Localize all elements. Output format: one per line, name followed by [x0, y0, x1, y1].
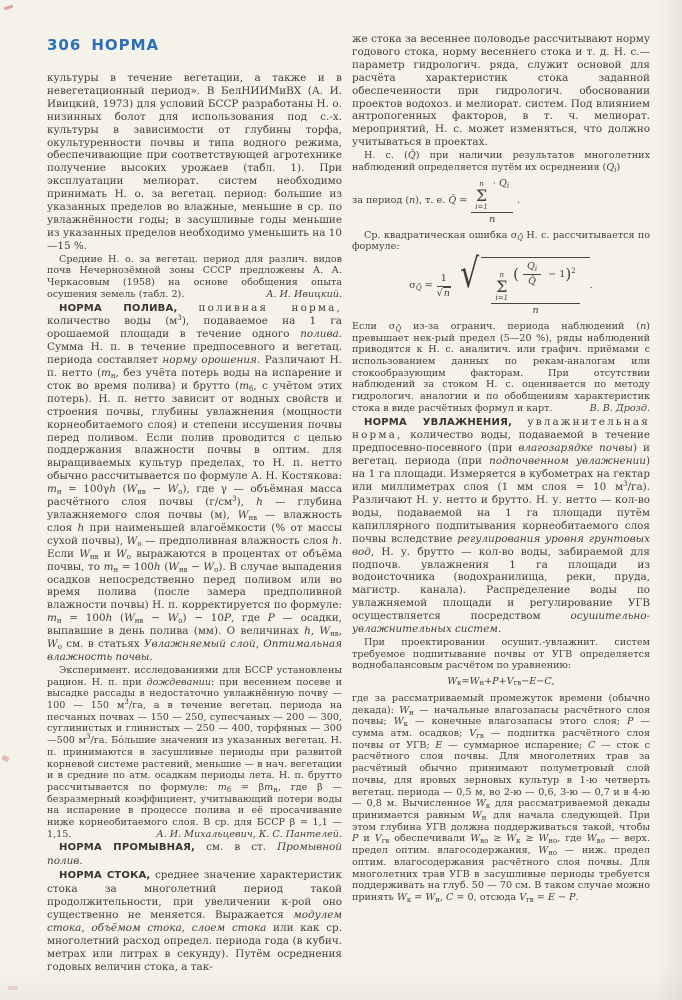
- paragraph-continuation: же стока за весеннее половодье рассчитывают норму годового стока, норму весеннего стока и т. д. Н. с.— параметр гидрологич. ряда, служит основой для расчёта характеристик стока заданной обеспеченности при гидрологич. обосновании проектов водохоз. и мелиорат. систем. Под влиянием антропогенных факторов, в т. ч. мелиорат. мероприятий, Н. с. может изменяться, что должно учитываться в проектах.: [352, 33, 650, 149]
- formula-sigma-error: $\sigma_{Q̄}$ = $\frac{1}{√n}$ √ n Σ i=1 ( $\frac{Q_i}{Q̄}$ − 1)$^2$ n .: [409, 250, 593, 316]
- author-signature: А. И. Михальцевич, К. С. Пантелей.: [156, 828, 342, 840]
- entry-norma-stoka: НОРМА СТОКА, среднее значение характеристик стока за многолетний период такой продолжительности, при увеличении к-рой оно существенно не меняется. Выражается модулем стока, объёмом стока, слоем стока или как ср. многолетний расход определ. периода года (в кубич. метрах или литрах в секунду). Путём осреднения годовых величин стока, а так-: [47, 869, 342, 973]
- scan-mark-left-edge: [1, 755, 9, 762]
- right-column: [352, 33, 650, 985]
- paragraph-proektirovanie: При проектировании осушит.-увлажнит. систем требуемое подпитывание почвы от УГВ определяется воднобалансовым расчётом по уравнению:: [352, 636, 650, 672]
- scan-mark-bottom-left: [8, 986, 18, 990]
- paragraph-norma-stoka-mean: Н. с. (Q̄) при наличии результатов многолетних наблюдений определяется путём их осреднения $(Q_i)$: [352, 150, 650, 174]
- entry-norma-uvlazhneniya: НОРМА УВЛАЖНЕНИЯ, увлажнительная норма, количество воды, подаваемой в течение предпосевно-посевного (при влагозарядке почвы) и вегетац. периода (при подпочвенном увлажнении) на 1 га площади. Измеряется в кубометрах на гектар или миллиметрах слоя (1 мм слоя = 10 $м^3/га$). Различают Н. у. нетто и брутто. Н. у. нетто — кол-во воды, подаваемой на 1 га площади путём капиллярного подпитывания корнеобитаемого слоя почвы вследствие регулирования уровня грунтовых вод, Н. у. брутто — кол-во воды, забираемой для подпочв. увлажнения 1 га площади из водоисточника (водохранилища, реки, пруда, магистр. канала). Распределение воды по увлажняемой площади и регулирование УГВ осуществляется посредством осушительно-увлажнительных систем.: [352, 415, 650, 636]
- entry-norma-promyvnaya: НОРМА ПРОМЫВНАЯ, см. в ст. Промывной полив.: [47, 841, 342, 868]
- paragraph-balance-terms: где за рассматриваемый промежуток времени (обычно декада): $W_н$ — начальные влагозапасы расчётного слоя почвы; $W_к$ — конечные влагозапасы этого слоя; P — сумма атм. осадков; $V_{гв}$ — подпитка расчётного слоя почвы от УГВ; E — суммарное испарение; C — сток с расчётного слоя почвы. Для многолетних трав за расчётный обычно принимают полуметровый слой почвы, для яровых зерновых культур в 1-ю четверть вегетац. периода — 0,5 м, во 2-ю — 0,6, 3-ю — 0,7 и в 4-ю — 0,8 м. Вычисленное $W_к$ для рассматриваемой декады принимается равным $W_н$ для начала следующей. При этом глубина УГВ должна поддерживаться такой, чтобы P и $V_{гв}$ обеспечивали $W_{во} \ge W_к \ge W_{но}$, где $W_{во}$ — верх. предел оптим. влагосодержания, $W_{но}$ — ниж. предел оптим. влагосодержания расчётного слоя почвы. Для многолетних трав УГВ в засушливые периоды требуется поддерживать на глуб. 50 — 70 см. В таком случае можно принять $W_к = W_н$, C = 0, отсюда $V_{гв} = E - P$.: [352, 692, 650, 904]
- paragraph-sigma-intro: Ср. квадратическая ошибка $\sigma_{Q̄}$ Н. с. рассчитывается по формуле:: [352, 229, 650, 253]
- page-number: 306: [47, 36, 82, 54]
- paragraph-sigma-limits: Если $\sigma_{Q̄}$ из-за огранич. периода наблюдений (n) превышает нек-рый предел (5—20 %), ряды наблюдений приводятся к Н. с. аналитич. или графич. приёмами с использованием данных по рекам-аналогам или стокообразующим факторам. При отсутствии наблюдений за стоком Н. с. оценивается по методу гидрологич. аналогии и по обобщениям характеристик стока в виде расчётных формул и карт. В. В. Дрозд.: [352, 320, 650, 414]
- paragraph-experiment: Эксперимент. исследованиями для БССР установлены рацион. Н. п. при дождевании: при весеннем посеве и высадке рассады в недостаточно увлажнённую почву — 100 — 150 $м^3/га$, а в течение вегетац. периода на песчаных почвах — 150 — 250, супесчаных — 200 — 300, суглинистых и глинистых — 250 — 400, торфяных — 300—500 $м^3/га$. Бо́льшие значения из указанных вегетац. Н. п. принимаются в засушливые периоды при развитой корневой системе растений, меньшие — в нач. вегетации и в средние по атм. осадкам периоды лета. Н. п. брутто рассчитывается по формуле: $m_б = \beta m_н$, где β — безразмерный коэффициент, учитывающий потери воды на испарение в процессе полива и её просачивание ниже корнеобитаемого слоя. В ср. для БССР β = 1,1 — 1,15. А. И. Михальцевич, К. С. Пантелей.: [47, 664, 342, 840]
- entry-norma-poliva: НОРМА ПОЛИВА, поливная норма, количество воды $(м^3)$, подаваемое на 1 га орошаемой площади в течение одного полива. Сумма Н. п. в течение предпосевного и вегетац. периода составляет норму орошения. Различают Н. п. нетто ($m_н$, без учёта потерь воды на испарение и сток во время полива) и брутто ($m_б$, с учётом этих потерь). Н. п. нетто зависит от водных свойств и строения почвы, глубины увлажнения (мощности корнеобитаемого слоя) и степени иссушения почвы перед поливом. Если полив проводится с целью поддержания влажности почвы в оптим. для выращиваемых культур пределах, то Н. п. нетто обычно рассчитывается по формуле А. Н. Костякова: $m_н = 100\gamma h$ $(W_{нв} - W_о)$, где γ — объёмная масса расчётного слоя почвы $(г/см^3)$, h — глубина увлажняемого слоя почвы (м), $W_{нв}$ — влажность слоя h при наименьшей влагоёмкости (% от массы сухой почвы), $W_о$ — предполивная влажность слоя h. Если $W_{нв}$ и $W_о$ выражаются в процентах от объёма почвы, то $m_н = 100h$ $(W_{нв} - W_о)$. В случае выпадения осадков непосредственно перед поливом или во время полива (после замера предполивной влажности почвы) Н. п. корректируется по формуле: $m_н = 100h$ $(W_{нв} - W_о) - 10P$, где P — осадки, выпавшие в день полива (мм). О величинах h, $W_{нв}$, $W_о$ см. в статьях Увлажняемый слой, Оптимальная влажность почвы.: [47, 301, 342, 663]
- author-signature: В. В. Дрозд.: [589, 402, 650, 414]
- page-section-title: НОРМА: [91, 36, 160, 54]
- left-column: [47, 72, 342, 984]
- paragraph-continuation: культуры в течение вегетации, а также и в невегетационный период». В БелНИИМиВХ (А. И. Ивицкий, 1973) для условий БССР разработаны Н. о. низинных болот для использования под с.-х. культуры в зависимости от глубины торфа, окультуренности почвы и типа водного режима, обеспечивающие при соответствующей агротехнике получение высоких урожаев (табл. 1). При эксплуатации мелиорат. систем необходимо принимать Н. о. за вегетац. период: большие из указанных пределов во влажные, меньшие в ср. по увлажнённости годы; в засушливые годы меньшие из указанных пределов необходимо уменьшить на 10—15 %.: [47, 72, 342, 252]
- author-signature: А. И. Ивицкий.: [266, 288, 342, 300]
- page-header: [47, 36, 159, 54]
- formula-mean-flow: за период (n), т. е. Q̄ = n Σ i=1 · $Q_i$ n .: [352, 177, 521, 225]
- paragraph-srednie: Средние Н. о. за вегетац. период для различ. видов почв Нечернозёмной зоны СССР предложены А. А. Черкасовым (1958) на основе обобщения опыта осушения земель (табл. 2). А. И. Ивицкий.: [47, 253, 342, 300]
- scan-mark-top-left: [4, 5, 13, 11]
- formula-water-balance: W к = W н + P + V гв − E − C ,: [447, 676, 555, 688]
